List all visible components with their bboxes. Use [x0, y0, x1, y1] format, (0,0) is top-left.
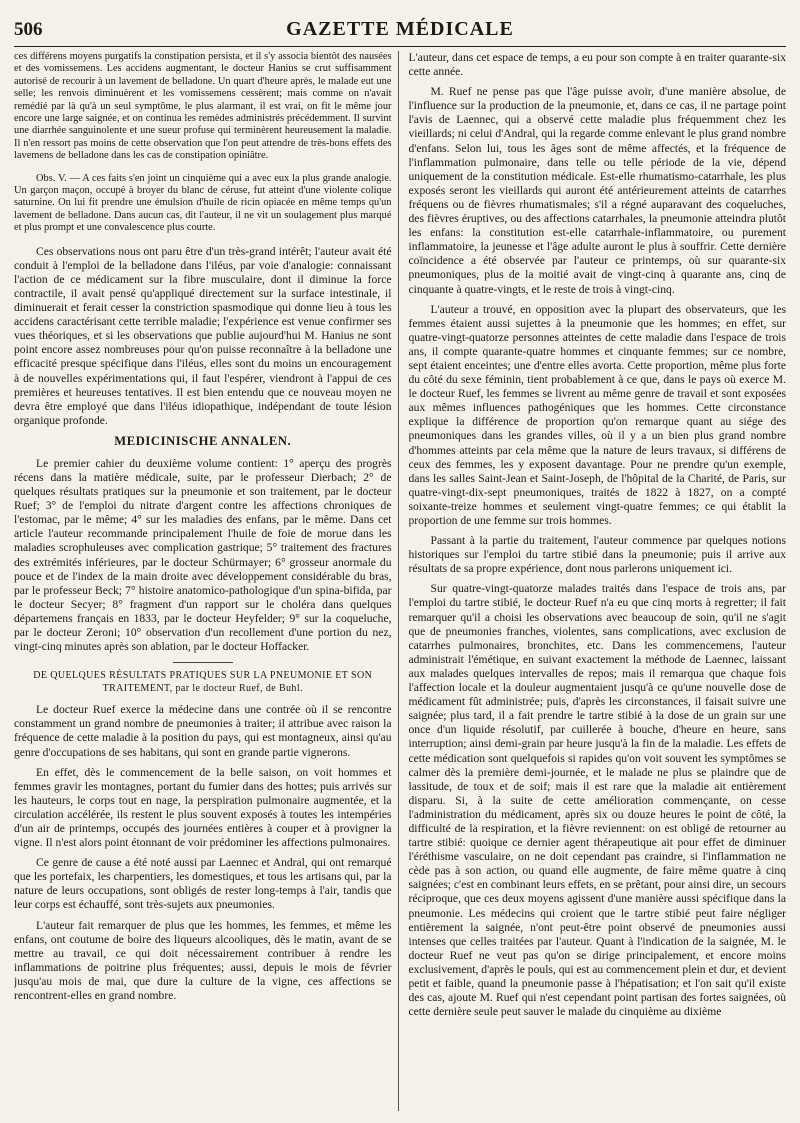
- section-title: MEDICINISCHE ANNALEN.: [114, 433, 292, 448]
- running-header: [14, 18, 786, 47]
- paragraph: Le docteur Ruef exerce la médecine dans une contrée où il se rencontre constamment un grand nombre de pneumonies à traiter; il attribue avec raison la fréquence de cette maladie à la position du pays, qui est montagneux, ainsi qu'au genre d'occupations de ses habitans, qui sont en grande partie vignerons.: [14, 703, 392, 759]
- text-columns: [14, 51, 786, 1111]
- divider: [173, 662, 233, 663]
- right-column: [409, 51, 787, 1111]
- journal-title: GAZETTE MÉDICALE: [286, 18, 514, 40]
- paragraph: L'auteur a trouvé, en opposition avec la plupart des observateurs, que les femmes étaient aussi sujettes à la pneumonie que les hommes; en effet, sur quatre-vingt-quatorze personnes atteintes de cette maladie dans l'espace de trois ans, il compte quarante-quatre hommes et cinquante femmes; sur ce nombre, sept étaient enceintes; une d'entre elles avorta. Cette proportion, même plus forte du côté du sexe féminin, tient probablement à ce que, dans le pays où exerce M. le docteur Ruef, les femmes se livrent au même genre de travail et sont exposées aux mêmes influences pathogéniques que les hommes. Cette circonstance explique la différence de proportion qu'on remarque quant au siége des pneumoniques dans les grandes villes, où il y a un bien plus grand nombre d'hommes atteints par cela même que la nature de leurs travaux, si différens de ceux des femmes, les y exposent davantage. Pour ne prendre qu'un exemple, dans les salles Saint-Jean et Saint-Joseph, de l'hôpital de la Charité, de Paris, sur quatre-vingt-dix-sept pneumoniques, traités de 1822 à 1827, on a compté soixante-treize hommes et seulement vingt-quatre femmes; ce qui établit la proportion de une femme sur trois hommes.: [408, 302, 786, 527]
- article-title: DE QUELQUES RÉSULTATS PRATIQUES SUR LA PNEUMONIE ET SON TRAITEMENT, par le docteur Ruef, de Buhl.: [33, 670, 373, 695]
- paragraph: L'auteur, dans cet espace de temps, a eu pour son compte à en traiter quarante-six cette année.: [408, 51, 786, 79]
- paragraph-contents: Le premier cahier du deuxième volume contient: 1° aperçu des progrès récens dans la matière médicale, suite, par le professeur Dierbach; 2° de quelques résultats pratiques sur la pneumonie et son traitement, par le docteur Ruef; 3° de l'emploi du nitrate d'argent contre les affections chroniques de l'estomac, par le même; 4° sur les maladies des enfans, par le même. Dans cet article l'auteur recommande principalement l'huile de foie de morue dans les maladies scrophuleuses avec complication gastrique; 5° traitement des fractures des extrémités inférieures, par le docteur Schürmayer; 6° grosseur anormale du pouce et de l'index de la main droite avec développement considérable du bras, par le professeur Beck; 7° histoire anatomico-pathologique d'un spina-bifida, par le docteur Secyer; 8° fragment d'un rapport sur le choléra dans quelques départemens français en 1833, par le docteur Heyfelder; 9° sur la coqueluche, par le docteur Zeroni; 10° observation d'un recollement d'une portion du nez, vingt-cinq minutes après son ablation, par le docteur Hoffacker.: [14, 456, 392, 654]
- paragraph: Ce genre de cause a été noté aussi par Laennec et Andral, qui ont remarqué que les portefaix, les charpentiers, les domestiques, et tous les artisans qui, par la nature de leurs occupations, sont obligés de rester long-temps à l'air, tandis que leur corps est échauffé, sont très-sujets aux pneumonies.: [14, 856, 392, 912]
- paragraph-observation-5: Obs. V. — A ces faits s'en joint un cinquième qui a avec eux la plus grande analogie. Un garçon maçon, occupé à broyer du blanc de céruse, fut atteint d'une violente colique saturnine. On lui fit prendre une émulsion d'huile de ricin opiacée en même temps qu'un lavement de belladone. Dans aucun cas, dit l'auteur, il ne vit un soulagement plus marqué et plus prompt et une convalescence plus courte.: [14, 172, 392, 234]
- page-number: 506: [14, 19, 43, 40]
- paragraph: ces différens moyens purgatifs la constipation persista, et il s'y associa bientôt des nausées et des vomissemens. Les accidens augmentant, le docteur Hanius se crut suffisamment autorisé de recourir à un lavement de belladone. Un quart d'heure après, le malade eut une selle; les renvois diminuèrent et les vomissemens cessèrent; mais comme on n'avait remédié par là qu'à un seul symptôme, le plus alarmant, il est vrai, on fit le même jour encore une large saignée, et on continua les remèdes administrés précédemment. Il survint une diarrhée sanguinolente et une sueur profuse qui terminèrent heureusement la maladie. Il n'en ressort pas moins de cette observation que l'on peut attendre de très-bons effets des lavemens de belladone dans les cas de constipation opiniâtre.: [14, 51, 392, 162]
- paragraph: Sur quatre-vingt-quatorze malades traités dans l'espace de trois ans, par l'emploi du tartre stibié, le docteur Ruef n'a eu que cinq morts à regretter; il fait remarquer qu'il a choisi les observations avec beaucoup de soin, qu'il ne s'agit que de pneumonies franches, violentes, sans complications, avec exclusion de catarrhes pulmonaires, bronchites, etc. Dans les commencemens, l'auteur administrait l'émétique, en suivant exactement la méthode de Laennec, laissant aux malades quelques intervalles de repos; mais il remarqua que chaque fois l'affection locale et la douleur augmentaient jusqu'à ce qu'une nouvelle dose de médicament fût administrée; puis, d'après les circonstances, il faisait suivre une saignée; plus tard, il a fait prendre le tartre stibié à la dose de un grain sur une once d'un liquide résolutif, par cuillerée à bouche, d'heure en heure, sans interruption; ainsi demi-grain par heure jusqu'à la fin de la maladie. Les effets de cette médication sont quelquefois si rapides qu'on voit souvent les symptômes se calmer dès la première demi-journée, et le malade ne plus se plaindre que de lassitude, de toux et de soif; mais il est rare que la maladie ait entièrement disparu. Si, à la suite de cette amélioration commençante, on cesse l'administration du médicament, après six ou douze heures le point de côté, la difficulté de la respiration, et la fièvre reviennent: on est obligé de retourner au tartre stibié: quoique ce dernier agent thérapeutique ait pour effet de diminuer l'éréthisme vasculaire, on ne doit cependant pas craindre, si l'inflammation ne cède pas à son action, ou quand elle augmente, de faire même quatre à cinq saignées; c'est en combinant leurs effets, en se prêtant, pour ainsi dire, un secours réciproque, que ces deux moyens agissent d'une manière aussi spécifique dans la pneumonie. Les médecins qui croient que le tartre stibié peut faire négliger entièrement la saignée, n'ont peut-être point observé de pneumonies aussi intenses que celles traitées par l'auteur. Quant à l'indication de la saignée, M. le docteur Ruef ne veut pas qu'on se dirige principalement, et encore moins exclusivement, d'après le pouls, qui est au commencement plein et dur, et devient petit et faible, quand la pneumonie passe à l'hépatisation; et l'on sait qu'il existe des cas, ajoute M. Ruef qui n'est cependant point partisan des fortes saignées, où cette dernière seule peut sauver le malade du cinquième au dixième: [408, 582, 786, 1019]
- left-column: [14, 51, 399, 1111]
- paragraph: L'auteur fait remarquer de plus que les hommes, les femmes, et même les enfans, ont coutume de boire des liqueurs alcooliques, dès le matin, avant de se mettre au travail, ce qui doit nécessairement contribuer à rendre les inflammations de poitrine plus fréquentes; aussi, depuis le mois de février jusqu'au mois de mai, que dure la culture de la vigne, ces affections se rencontrent-elles en grand nombre.: [14, 918, 392, 1002]
- paragraph: M. Ruef ne pense pas que l'âge puisse avoir, d'une manière absolue, de l'influence sur la production de la pneumonie, et, dans ce cas, il ne partage point l'avis de Laennec, qui a observé cette maladie plus fréquemment chez les vieillards; ni celui d'Andral, qui la regarde comme enlevant le plus grand nombre d'enfans. Selon lui, tous les âges sont de même affectés, et la fréquence de l'inflammation pulmonaire, dans telle ou telle période de la vie, dépend uniquement de la constitution médicale. Est-elle rhumatismo-catarrhale, les plus exposés seront les vieillards qui auront été antérieurement atteints de catarrhes fréquens ou de fièvres rhumatismales; s'il a régné auparavant des coqueluches, des fièvres éruptives, ou des affections catarrhales, la pneumonie atteindra plutôt les enfans: la constitution est-elle catarrhale-inflammatoire, ou purement inflammatoire, la jeunesse et l'âge adulte auront le plus à souffrir. Cette dernière coïncidence a été observée par l'auteur ce printemps, où sur quarante-six pneumoniques, plus de la moitié avait de vingt-cinq à quarante ans, cinq de cinquante à quatre-vingts, et le reste de trois à vingt-cinq.: [408, 85, 786, 296]
- paragraph: En effet, dès le commencement de la belle saison, on voit hommes et femmes gravir les montagnes, portant du fumier dans des hottes; puis arrivés sur les hauteurs, le corps tout en nage, la perspiration pulmonaire augmentée, et la circulation accélérée, ils restent le plus souvent exposés à toutes les intempéries d'un air de printemps, occupés des journées entières à couper et à provigner la vigne. Il n'est alors point étonnant de voir prédominer les affections pulmonaires.: [14, 765, 392, 850]
- paragraph: Passant à la partie du traitement, l'auteur commence par quelques notions historiques sur l'emploi du tartre stibié dans la pneumonie; puis il arrive aux résultats de sa propre expérience, dont nous parlerons uniquement ici.: [408, 534, 786, 576]
- paragraph: Ces observations nous ont paru être d'un très-grand intérêt; l'auteur avait été conduit à l'emploi de la belladone dans l'iléus, par voie d'analogie: connaissant l'action de ce médicament sur la fibre musculaire, dont il diminue la force contractile, il avait pensé qu'appliqué directement sur la surface intestinale, il diminuerait et ferait cesser la constriction spasmodique qui donne lieu à tous les accidens caractérisant cette terrible maladie; l'expérience est venue confirmer ses vues théoriques, et si les observations que publie aujourd'hui M. Hanius ne sont point encore assez nombreuses pour qu'on puisse reconnaître à la belladone une efficacité presque spécifique dans l'iléus, elles sont du moins un encouragement à de nouvelles expérimentations qui, il faut l'espérer, viendront à l'appui de ces premières et heureuses tentatives. Il est bien entendu que ce nouveau moyen ne devra être employé que dans l'iléus idiopathique, indépendant de toute lésion organique profonde.: [14, 244, 392, 427]
